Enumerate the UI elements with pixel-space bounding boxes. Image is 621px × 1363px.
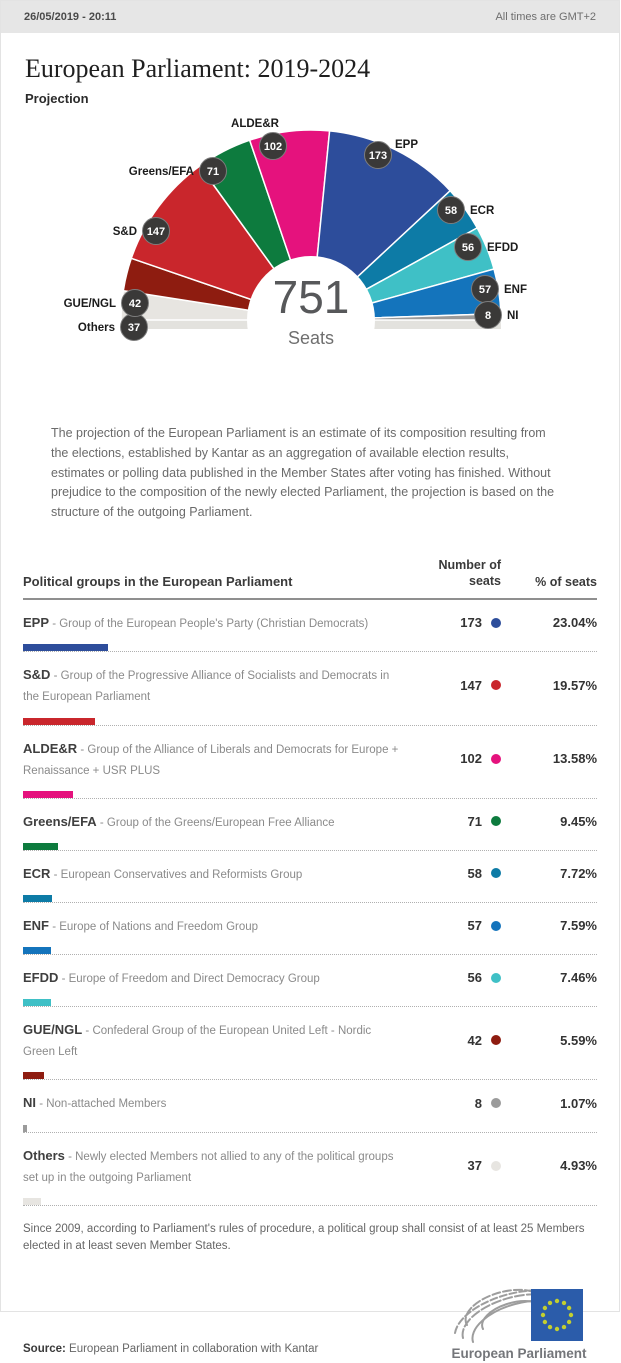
group-abbr: ECR	[23, 865, 51, 881]
group-abbr: EPP	[23, 615, 50, 631]
eu-star	[555, 1299, 559, 1303]
hemicycle-chart	[1, 110, 621, 362]
table-row-main	[23, 652, 597, 706]
table-row-main	[23, 600, 597, 633]
seats-cell	[417, 1033, 501, 1048]
table-row	[23, 903, 597, 955]
seats-value: 58	[467, 865, 482, 881]
seat-badge-value-gue-ngl: 42	[128, 298, 142, 310]
eu-star	[541, 1313, 545, 1317]
seat-badge-value-ecr: 58	[444, 205, 458, 217]
group-abbr: Others	[23, 1147, 65, 1163]
group-description: - Group of the Greens/European Free Alliance	[96, 816, 335, 829]
group-label-others: Others	[77, 322, 115, 334]
table-row	[23, 1080, 597, 1132]
column-header-groups: Political groups in the European Parliament	[23, 574, 293, 590]
seats-cell	[417, 1096, 501, 1111]
total-seats-value: 751	[272, 271, 350, 323]
group-abbr: NI	[23, 1095, 36, 1111]
group-name-cell	[23, 863, 417, 884]
table-row	[23, 652, 597, 725]
table-header-row	[23, 557, 597, 601]
seats-cell	[417, 866, 501, 881]
timezone-note: All times are GMT+2	[495, 11, 596, 23]
pct-cell: 7.72%	[560, 865, 597, 881]
group-color-dot	[491, 618, 501, 628]
group-color-dot	[491, 1098, 501, 1108]
groups-table	[23, 557, 597, 1206]
seats-value: 8	[474, 1095, 482, 1111]
group-color-dot	[491, 680, 501, 690]
source-line	[23, 1343, 318, 1355]
seats-cell	[417, 678, 501, 693]
pct-bar	[23, 644, 108, 651]
seat-badge-value-alde-r: 102	[263, 141, 283, 153]
pct-bar	[23, 718, 95, 725]
projection-description: The projection of the European Parliament is an estimate of its composition resulting from the elections, established by Kantar as an aggregation of available election results, estimates or polling data published in the Member States after voting has finished. Without prejudice to the composition of the newly elected Parliament, the projection is based on the structure of the outgoing Parliament.	[51, 426, 555, 519]
group-abbr: S&D	[23, 667, 51, 683]
group-name-cell	[23, 1092, 417, 1113]
seat-badge-value-ni: 8	[484, 310, 492, 322]
seats-value: 173	[460, 615, 482, 631]
group-abbr: EFDD	[23, 970, 59, 986]
group-color-dot	[491, 816, 501, 826]
group-label-ni: NI	[507, 310, 519, 322]
row-separator	[23, 895, 597, 903]
group-color-dot	[491, 921, 501, 931]
eu-star	[543, 1306, 547, 1310]
pct-cell: 4.93%	[560, 1158, 597, 1174]
row-separator	[23, 843, 597, 851]
table-row	[23, 851, 597, 903]
logo-wordmark: European Parliament	[451, 1346, 587, 1362]
seat-badge-value-enf: 57	[478, 284, 492, 296]
seats-cell	[417, 814, 501, 829]
pct-bar	[23, 999, 51, 1006]
column-header-pct: % of seats	[535, 575, 597, 590]
group-name-cell	[23, 915, 417, 936]
pct-bar	[23, 791, 73, 798]
row-separator	[23, 999, 597, 1007]
page-subtitle: Projection	[25, 91, 89, 106]
group-label-enf: ENF	[504, 284, 527, 296]
table-row-main	[23, 903, 597, 936]
table-row	[23, 799, 597, 851]
row-separator	[23, 947, 597, 955]
group-abbr: ALDE&R	[23, 740, 78, 756]
table-row	[23, 726, 597, 799]
eu-star	[562, 1301, 566, 1305]
group-label-sd: S&D	[112, 226, 137, 238]
seats-cell	[417, 751, 501, 766]
pct-bar	[23, 1198, 41, 1205]
top-bar	[1, 1, 619, 33]
group-label-efdd: EFDD	[487, 242, 519, 254]
seats-value: 37	[467, 1158, 482, 1174]
seat-badge-value-efdd: 56	[461, 242, 475, 254]
seats-cell	[417, 1158, 501, 1173]
seats-value: 102	[460, 751, 482, 767]
seats-value: 71	[467, 813, 482, 829]
seats-value: 56	[467, 970, 482, 986]
group-label-greens-efa: Greens/EFA	[128, 166, 194, 178]
pct-bar	[23, 895, 52, 902]
row-separator	[23, 1125, 597, 1133]
group-name-cell	[23, 738, 417, 780]
eu-star	[569, 1313, 573, 1317]
eu-star	[567, 1320, 571, 1324]
table-row-main	[23, 955, 597, 988]
eu-star	[555, 1327, 559, 1331]
group-abbr: ENF	[23, 918, 49, 934]
group-abbr: GUE/NGL	[23, 1022, 83, 1038]
pct-cell: 9.45%	[560, 813, 597, 829]
group-color-dot	[491, 754, 501, 764]
european-parliament-logo[interactable]	[427, 1277, 597, 1363]
group-name-cell	[23, 1145, 417, 1187]
pct-bar	[23, 843, 58, 850]
pct-cell: 13.58%	[552, 751, 597, 767]
row-separator	[23, 644, 597, 652]
eu-star	[548, 1301, 552, 1305]
group-description: - Europe of Freedom and Direct Democracy Group	[58, 973, 320, 986]
group-description: - Group of the Progressive Alliance of Socialists and Democrats in the European Parliament	[23, 670, 390, 704]
seat-badge-value-others: 37	[127, 322, 141, 334]
group-color-dot	[491, 1035, 501, 1045]
eu-star	[567, 1306, 571, 1310]
projection-datetime: 26/05/2019 - 20:11	[24, 11, 117, 23]
seats-cell	[417, 918, 501, 933]
table-row-main	[23, 726, 597, 780]
group-description: - Group of the European People's Party (Christian Democrats)	[49, 618, 369, 631]
seat-badge-value-sd: 147	[146, 226, 166, 238]
pct-cell: 19.57%	[552, 677, 597, 693]
group-label-alde-r: ALDE&R	[231, 118, 279, 130]
pct-bar	[23, 1072, 44, 1079]
table-body	[23, 600, 597, 1206]
table-row-main	[23, 1133, 597, 1187]
pct-cell: 23.04%	[552, 615, 597, 631]
group-name-cell	[23, 664, 417, 706]
row-separator	[23, 791, 597, 799]
page-title: European Parliament: 2019-2024	[25, 54, 371, 83]
group-description: - Europe of Nations and Freedom Group	[49, 921, 259, 934]
group-name-cell	[23, 612, 417, 633]
page-footer	[23, 1277, 597, 1363]
eu-star	[548, 1325, 552, 1329]
rules-footnote: Since 2009, according to Parliament's rules of procedure, a political group shall consist of at least 25 Members elected in at least seven Member States.	[23, 1222, 585, 1253]
group-color-dot	[491, 1161, 501, 1171]
group-description: - Newly elected Members not allied to any of the political groups set up in the outgoing Parliament	[23, 1150, 394, 1184]
column-header-seats: Number of seats	[438, 557, 501, 588]
group-description: - Group of the Alliance of Liberals and Democrats for Europe + Renaissance + USR PLUS	[23, 743, 399, 777]
group-description: - Non-attached Members	[36, 1098, 167, 1111]
seats-value: 147	[460, 677, 482, 693]
source-label: Source:	[23, 1343, 66, 1356]
group-label-ecr: ECR	[470, 205, 495, 217]
pct-bar	[23, 1125, 27, 1132]
group-color-dot	[491, 973, 501, 983]
source-text: European Parliament in collaboration with Kantar	[65, 1343, 319, 1356]
group-name-cell	[23, 1019, 417, 1061]
row-separator	[23, 1198, 597, 1206]
table-row-main	[23, 799, 597, 832]
seats-value: 57	[467, 918, 482, 934]
group-name-cell	[23, 967, 417, 988]
pct-cell: 5.59%	[560, 1032, 597, 1048]
eu-flag-icon	[531, 1289, 583, 1341]
row-separator	[23, 1072, 597, 1080]
total-seats-caption: Seats	[287, 328, 335, 348]
pct-cell: 7.59%	[560, 918, 597, 934]
table-row	[23, 955, 597, 1007]
group-description: - European Conservatives and Reformists Group	[50, 868, 303, 881]
table-row-main	[23, 1007, 597, 1061]
seat-badge-value-greens-efa: 71	[206, 166, 220, 178]
seat-badge-value-epp: 173	[368, 150, 388, 162]
group-label-gue-ngl: GUE/NGL	[63, 298, 116, 310]
pct-bar	[23, 947, 51, 954]
group-label-epp: EPP	[395, 139, 419, 151]
table-row	[23, 600, 597, 652]
table-row-main	[23, 851, 597, 884]
row-separator	[23, 718, 597, 726]
group-name-cell	[23, 811, 417, 832]
seats-value: 42	[467, 1032, 482, 1048]
pct-cell: 7.46%	[560, 970, 597, 986]
eu-star	[562, 1325, 566, 1329]
seats-cell	[417, 615, 501, 630]
table-row	[23, 1133, 597, 1206]
pct-cell: 1.07%	[560, 1095, 597, 1111]
table-row-main	[23, 1080, 597, 1113]
group-color-dot	[491, 868, 501, 878]
group-description: - Confederal Group of the European United Left - Nordic Green Left	[23, 1025, 372, 1059]
table-row	[23, 1007, 597, 1080]
group-abbr: Greens/EFA	[23, 813, 97, 829]
seats-cell	[417, 970, 501, 985]
eu-star	[543, 1320, 547, 1324]
